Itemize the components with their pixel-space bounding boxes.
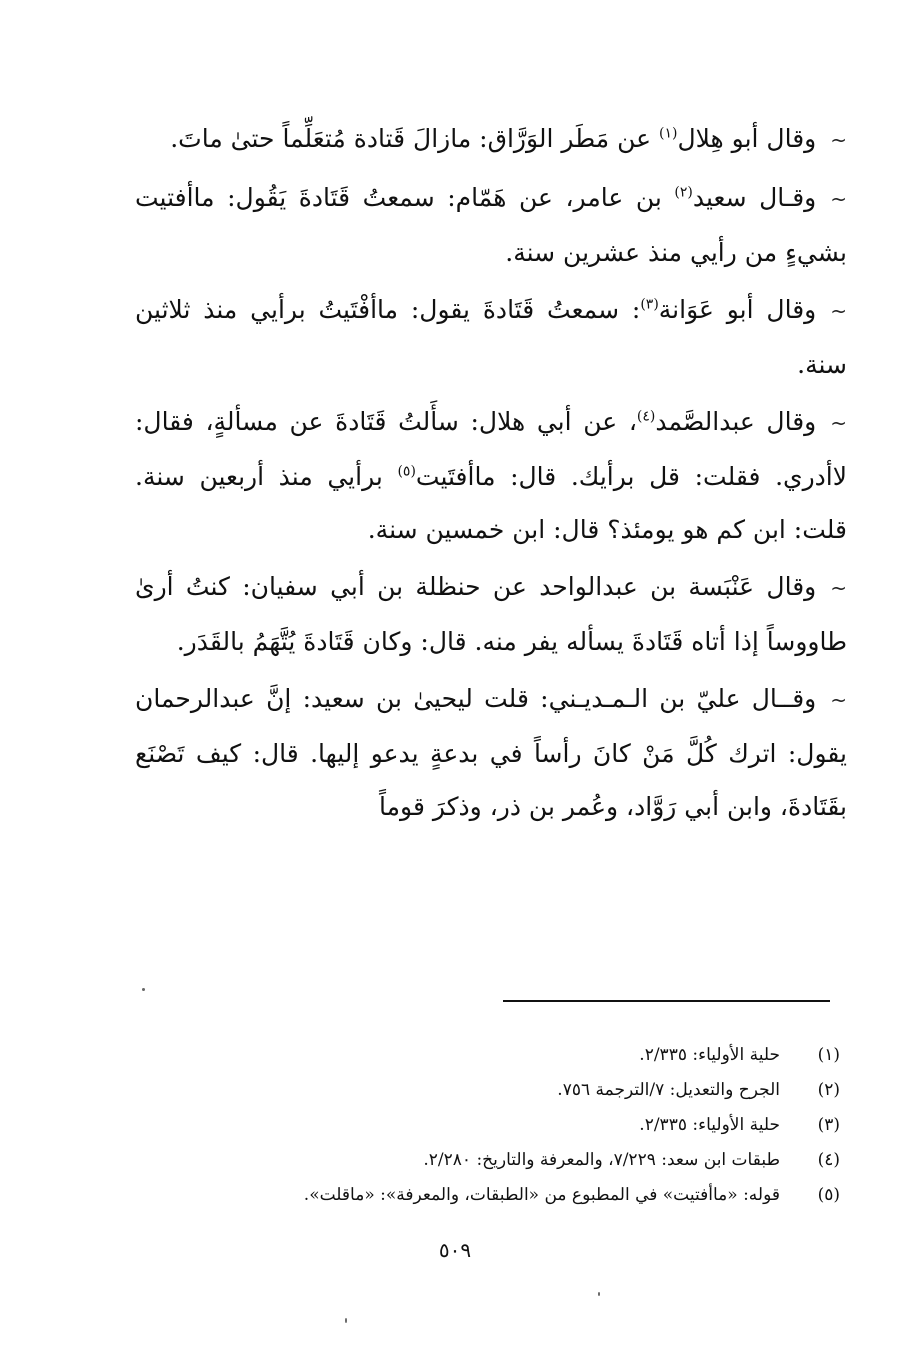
footnote-number: (٥) xyxy=(817,1185,840,1205)
footnote-ref: (١) xyxy=(658,125,678,142)
margin-mark: ~ xyxy=(830,299,848,323)
margin-mark: ~ xyxy=(830,411,848,435)
footnote-text: قوله: «ماأفتيت» في المطبوع من «الطبقات، والمعرفة»: «ماقلت». xyxy=(303,1185,780,1205)
scan-speck xyxy=(142,988,145,991)
footnote-2 xyxy=(240,1073,840,1108)
footnote-number: (١) xyxy=(817,1045,840,1065)
paragraph-text: وقال عَنْبَسة بن عبدالواحد عن حنظلة بن أبي سفيان: كنتُ أرىٰ طاووساً إذا أتاه قَتَادةَ يسأله يفر منه. قال: وكان قَتَادةَ يُتَّهَمُ بالقَدَر. xyxy=(135,572,847,656)
footnote-text: الجرح والتعديل: ٧/الترجمة ٧٥٦. xyxy=(557,1080,780,1100)
footnote-4 xyxy=(240,1143,840,1178)
paragraph-4 xyxy=(135,395,847,556)
footnote-5 xyxy=(240,1178,840,1213)
paragraph-3 xyxy=(135,283,847,391)
paragraph-2 xyxy=(135,171,847,279)
paragraph-text: وقــال عليّ بن الـمـديـني: قلت ليحيىٰ بن سعيد: إنَّ عبدالرحمان يقول: اترك كُلَّ مَنْ كانَ رأساً في بدعةٍ يدعو إليها. قال: كيف تَصْنَع بقَتَادةَ، وابن أبي رَوَّاد، وعُمر بن ذر، وذكرَ قوماً xyxy=(135,684,847,821)
paragraph-text: عن مَطَر الوَرَّاق: مازالَ قَتادة مُتعَلِّماً حتىٰ ماتَ. xyxy=(170,124,659,153)
paragraph-text: ، عن أبي هلال: سأَلتُ قَتَادةَ عن مسألةٍ، فقال: لاأدري. فقلت: قل برأيك. قال: ماأفتَيت xyxy=(135,407,847,491)
paragraph-1 xyxy=(135,112,847,167)
main-text xyxy=(135,112,847,837)
footnote-ref: (٥) xyxy=(397,463,416,480)
paragraph-text: بن عامر، عن هَمّام: سمعتُ قَتَادةَ يَقُول: ماأفتيت بشيءٍ من رأيي منذ عشرين سنة. xyxy=(135,183,847,267)
footnote-number: (٢) xyxy=(817,1080,840,1100)
margin-mark: ~ xyxy=(830,576,847,600)
paragraph-text: وقال أبو عَوَانة xyxy=(658,295,817,324)
paragraph-text: وقـال سعيد xyxy=(692,183,817,212)
footnotes xyxy=(240,1038,840,1213)
footnote-ref: (٤) xyxy=(636,408,656,425)
margin-mark: ~ xyxy=(830,128,847,152)
page-number: ٥٠٩ xyxy=(438,1238,472,1262)
footnote-3 xyxy=(240,1108,840,1143)
footnote-ref: (٢) xyxy=(674,184,693,201)
paragraph-text: وقال عبدالصَّمد xyxy=(655,407,817,436)
footnote-text: حلية الأولياء: ٢/٣٣٥. xyxy=(639,1045,780,1065)
footnote-separator xyxy=(503,1000,830,1002)
margin-mark: ~ xyxy=(830,688,847,712)
margin-mark: ~ xyxy=(830,187,847,211)
footnote-number: (٤) xyxy=(817,1150,840,1170)
paragraph-text: : سمعتُ قَتَادةَ يقول: ماأفْتَيتُ برأيي منذ ثلاثين سنة. xyxy=(135,295,847,379)
footnote-number: (٣) xyxy=(817,1115,840,1135)
paragraph-6 xyxy=(135,672,847,833)
footnote-text: حلية الأولياء: ٢/٣٣٥. xyxy=(639,1115,780,1135)
footnote-ref: (٣) xyxy=(640,296,659,313)
paragraph-5 xyxy=(135,560,847,668)
paragraph-text: برأيي منذ أربعين سنة. قلت: ابن كم هو يومئذ؟ قال: ابن خمسين سنة. xyxy=(135,462,847,544)
scan-speck xyxy=(598,1292,600,1296)
scan-speck xyxy=(345,1318,347,1323)
footnote-text: طبقات ابن سعد: ٧/٢٢٩، والمعرفة والتاريخ: ٢/٢٨٠. xyxy=(423,1150,780,1170)
paragraph-text: وقال أبو هِلال xyxy=(677,124,817,153)
footnote-1 xyxy=(240,1038,840,1073)
